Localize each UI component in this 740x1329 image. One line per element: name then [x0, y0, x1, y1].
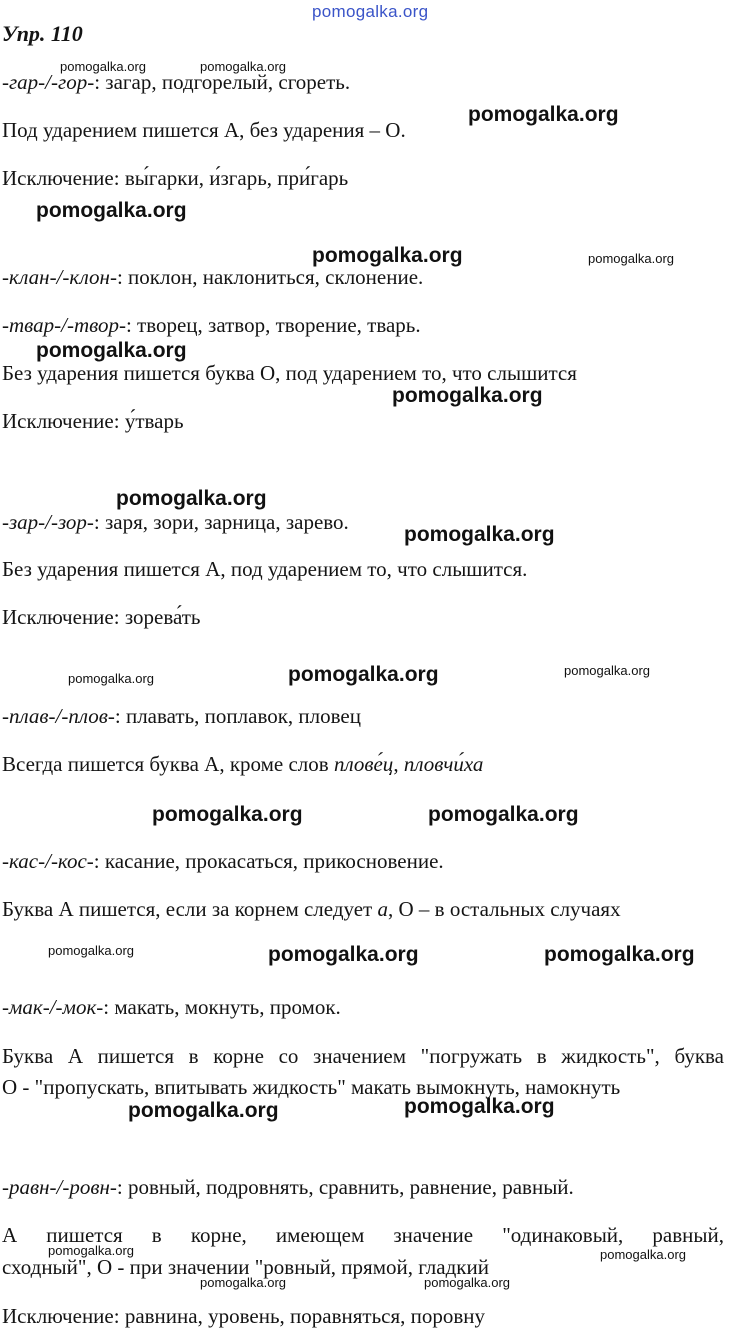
rule-line: А пишется в корне, имеющем значение "одинаковый, равный,: [2, 1223, 724, 1247]
root-line-tvar-tvor: [2, 313, 724, 337]
rule-line: сходный", О - при значении "ровный, прямой, гладкий: [2, 1255, 489, 1279]
watermark: pomogalka.org: [588, 251, 674, 266]
root-examples: : заря, зори, зарница, зарево.: [93, 510, 349, 534]
watermark: pomogalka.org: [424, 1275, 510, 1290]
rule-line: Без ударения пишется А, под ударением то, что слышится.: [2, 557, 528, 581]
watermark: pomogalka.org: [36, 339, 187, 362]
root-examples: : ровный, подровнять, сравнить, равнение, равный.: [116, 1175, 574, 1199]
root-pair: -клан-/-клон-: [2, 265, 117, 289]
root-pair: -плав-/-плов-: [2, 704, 115, 728]
exception-line: Исключение: у́тварь: [2, 409, 184, 433]
rule-line: [2, 752, 724, 776]
watermark: pomogalka.org: [268, 943, 419, 966]
watermark: pomogalka.org: [392, 384, 543, 407]
watermark: pomogalka.org: [128, 1099, 279, 1122]
root-pair: -равн-/-ровн-: [2, 1175, 117, 1199]
root-examples: : макать, мокнуть, промок.: [103, 995, 341, 1019]
rule-letter: а: [377, 897, 388, 921]
root-examples: : поклон, наклониться, склонение.: [116, 265, 424, 289]
root-line-klan-klon: [2, 265, 724, 289]
exception-line: Исключение: равнина, уровень, поравняться, поровну: [2, 1304, 486, 1328]
root-line-mak-mok: [2, 995, 724, 1019]
root-pair: -зар-/-зор-: [2, 510, 94, 534]
watermark: pomogalka.org: [428, 803, 579, 826]
watermark: pomogalka.org: [36, 199, 187, 222]
watermark: pomogalka.org: [404, 1095, 555, 1118]
rule-line: [2, 897, 724, 921]
root-examples: : плавать, поплавок, пловец: [114, 704, 361, 728]
root-examples: : загар, подгорелый, сгореть.: [94, 70, 351, 94]
root-pair: -мак-/-мок-: [2, 995, 104, 1019]
watermark: pomogalka.org: [60, 59, 146, 74]
rule-text: Всегда пишется буква А, кроме слов: [2, 752, 334, 776]
watermark: pomogalka.org: [48, 1243, 134, 1258]
watermark: pomogalka.org: [312, 2, 429, 21]
watermark: pomogalka.org: [116, 487, 267, 510]
root-line-plav-plov: [2, 704, 724, 728]
rule-word: пловчи́ха: [403, 752, 484, 776]
root-line-ravn-rovn: [2, 1175, 724, 1199]
exception-line: Исключение: зорева́ть: [2, 605, 201, 629]
rule-line: Под ударением пишется А, без ударения – О.: [2, 118, 406, 142]
watermark: pomogalka.org: [468, 103, 619, 126]
root-pair: -кас-/-кос-: [2, 849, 94, 873]
watermark: pomogalka.org: [48, 943, 134, 958]
rule-line: О - "пропускать, впитывать жидкость" макать вымокнуть, намокнуть: [2, 1075, 621, 1099]
watermark: pomogalka.org: [564, 663, 650, 678]
root-pair: -твар-/-твор-: [2, 313, 126, 337]
watermark: pomogalka.org: [600, 1247, 686, 1262]
root-examples: : касание, прокасаться, прикосновение.: [93, 849, 444, 873]
exception-line: Исключение: вы́гарки, и́згарь, при́гарь: [2, 166, 349, 190]
rule-line: Буква А пишется в корне со значением "погружать в жидкость", буква: [2, 1044, 724, 1068]
watermark: pomogalka.org: [544, 943, 695, 966]
root-examples: : творец, затвор, творение, тварь.: [125, 313, 421, 337]
root-line-kas-kos: [2, 849, 724, 873]
watermark: pomogalka.org: [200, 1275, 286, 1290]
rule-text-end: , О – в остальных случаях: [387, 897, 621, 921]
watermark: pomogalka.org: [200, 59, 286, 74]
rule-line: Без ударения пишется буква О, под ударением то, что слышится: [2, 361, 577, 385]
root-line-zar-zor: [2, 510, 724, 534]
watermark: pomogalka.org: [312, 244, 463, 267]
watermark: pomogalka.org: [152, 803, 303, 826]
watermark: pomogalka.org: [288, 663, 439, 686]
rule-word: плове́ц: [333, 752, 394, 776]
watermark: pomogalka.org: [404, 523, 555, 546]
root-pair: -гар-/-гор-: [2, 70, 95, 94]
exercise-title: Упр. 110: [2, 21, 83, 46]
rule-separator: ,: [393, 752, 404, 776]
rule-text: Буква А пишется, если за корнем следует: [2, 897, 378, 921]
watermark: pomogalka.org: [68, 671, 154, 686]
